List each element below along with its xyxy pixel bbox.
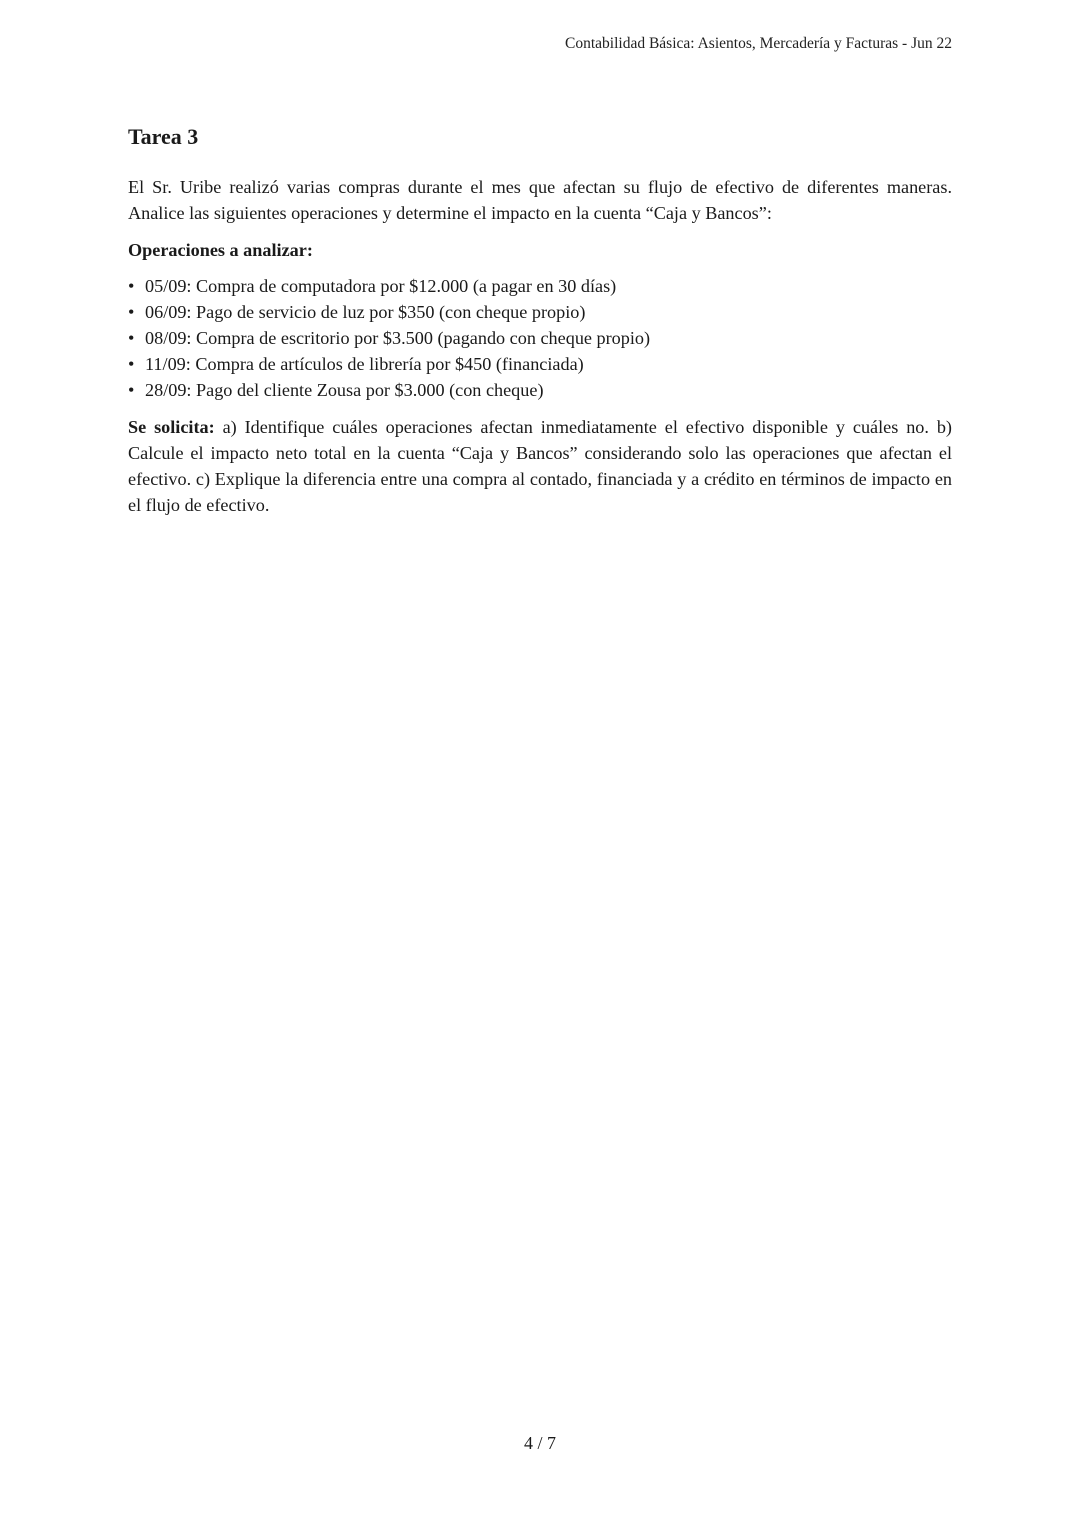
- operation-text: 08/09: Compra de escritorio por $3.500 (pagando con cheque propio): [145, 328, 651, 348]
- operations-heading: Operaciones a analizar:: [128, 240, 313, 260]
- bullet-icon: •: [128, 380, 135, 400]
- document-body: [128, 122, 952, 518]
- request-text: a) Identifique cuáles operaciones afectan inmediatamente el efectivo disponible y cuáles no. b) Calcule el impacto neto total en la cuenta “Caja y Bancos” considerando solo las operaciones que afectan el efectivo. c) Explique la diferencia entre una compra al contado, financiada y a crédito en términos de impacto en el flujo de efectivo.: [128, 417, 952, 515]
- operations-list: [128, 273, 952, 403]
- list-item: [128, 299, 952, 325]
- list-item: [128, 273, 952, 299]
- section-title: Tarea 3: [128, 124, 199, 149]
- running-header: Contabilidad Básica: Asientos, Mercadería y Facturas - Jun 22: [565, 35, 952, 52]
- page-number: 4 / 7: [523, 1433, 556, 1453]
- operation-text: 05/09: Compra de computadora por $12.000 (a pagar en 30 días): [145, 276, 617, 296]
- operation-text: 06/09: Pago de servicio de luz por $350 (con cheque propio): [145, 302, 586, 322]
- list-item: [128, 351, 952, 377]
- bullet-icon: •: [128, 302, 135, 322]
- operation-text: 11/09: Compra de artículos de librería por $450 (financiada): [145, 354, 584, 374]
- operation-text: 28/09: Pago del cliente Zousa por $3.000 (con cheque): [145, 380, 544, 400]
- request-label: Se solicita:: [128, 417, 215, 437]
- bullet-icon: •: [128, 328, 135, 348]
- list-item: [128, 325, 952, 351]
- request-paragraph: [128, 414, 952, 518]
- list-item: [128, 377, 952, 403]
- bullet-icon: •: [128, 354, 135, 374]
- bullet-icon: •: [128, 276, 135, 296]
- intro-paragraph: El Sr. Uribe realizó varias compras durante el mes que afectan su flujo de efectivo de diferentes maneras. Analice las siguientes operaciones y determine el impacto en la cuenta “Caja y Bancos”:: [128, 177, 952, 223]
